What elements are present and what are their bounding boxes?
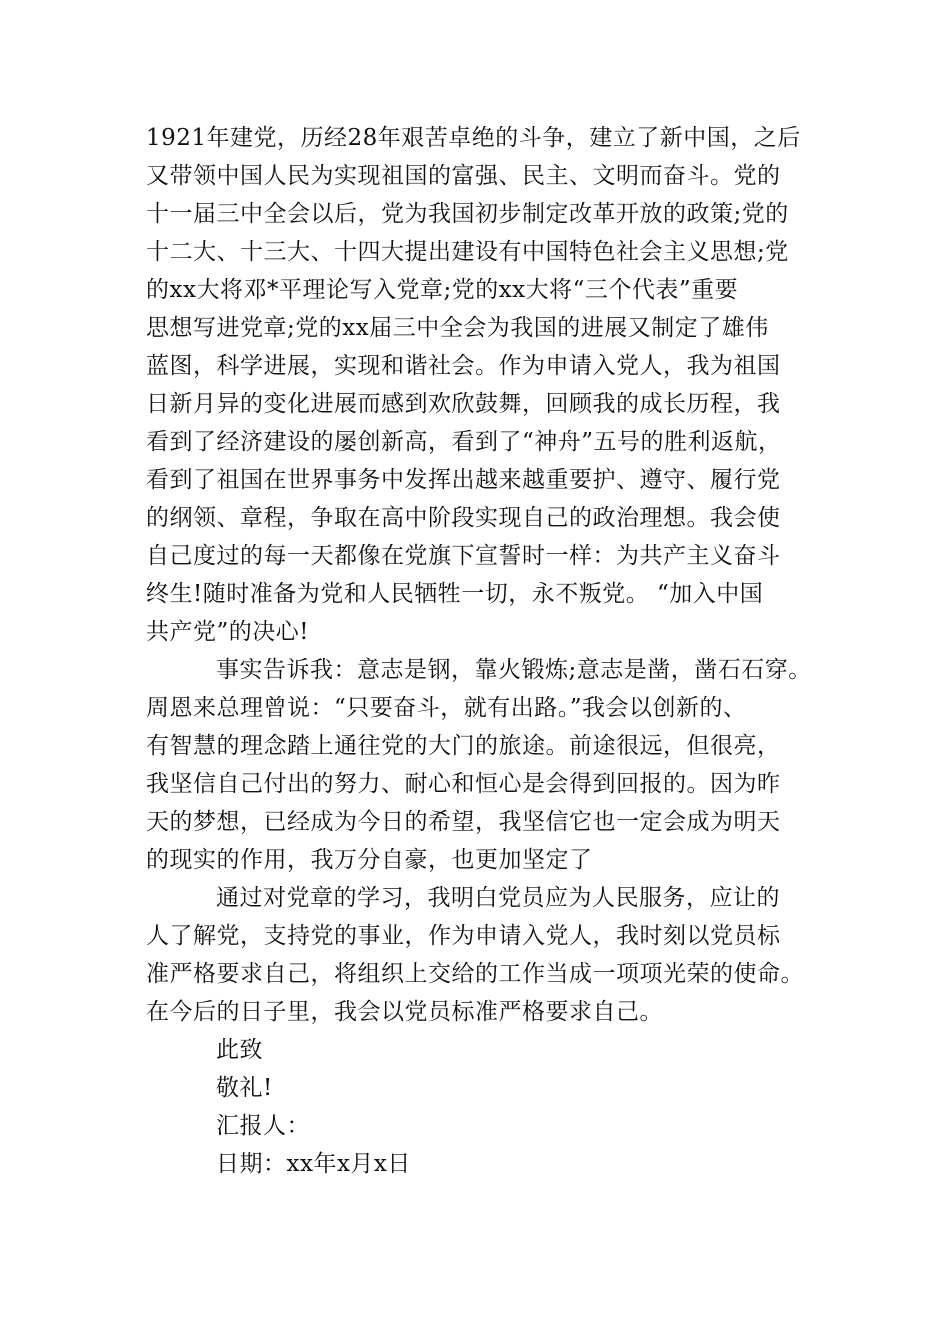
reporter-label: 汇报人： [216,1113,310,1139]
text-line: 终生!随时准备为党和人民牺牲一切，永不叛党。 “加入中国 [146,581,764,607]
text-line: 在今后的日子里，我会以党员标准严格要求自己。 [146,999,663,1025]
text-line: 十一届三中全会以后，党为我国初步制定改革开放的政策;党的 [146,201,789,227]
text-line: 通过对党章的学习，我明白党员应为人民服务，应让的 [216,885,780,911]
text-line: 又带领中国人民为实现祖国的富强、民主、文明而奋斗。党的 [146,163,781,189]
text-line: 看到了经济建设的屡创新高，看到了“神舟”五号的胜利返航， [146,429,782,455]
text-line: 事实告诉我：意志是钢，靠火锻炼;意志是凿，凿石石穿。 [216,657,812,683]
text-line: 的现实的作用，我万分自豪，也更加坚定了 [146,847,593,873]
text-line: 人了解党，支持党的事业，作为申请入党人，我时刻以党员标 [146,923,781,949]
closing-regards: 敬礼! [216,1075,273,1101]
text-line: 日新月异的变化进展而感到欢欣鼓舞，回顾我的成长历程，我 [146,391,781,417]
text-line: 周恩来总理曾说：“只要奋斗，就有出路。”我会以创新的、 [146,695,747,721]
date-label: 日期：xx年x月x日 [216,1151,411,1177]
text-line: 思想写进党章;党的xx届三中全会为我国的进展又制定了雄伟 [146,315,769,341]
text-line: 共产党”的决心! [146,619,310,645]
text-line: 的xx大将邓*平理论写入党章;党的xx大将“三个代表”重要 [146,277,739,303]
text-line: 准严格要求自己，将组织上交给的工作当成一项项光荣的使命。 [146,961,804,987]
text-line: 1921年建党，历经28年艰苦卓绝的斗争，建立了新中国，之后 [146,125,801,151]
text-line: 的纲领、章程，争取在高中阶段实现自己的政治理想。我会使 [146,505,781,531]
closing-salutation: 此致 [216,1037,263,1063]
text-line: 看到了祖国在世界事务中发挥出越来越重要护、遵守、履行党 [146,467,781,493]
text-line: 有智慧的理念踏上通往党的大门的旅途。前途很远，但很亮， [146,733,781,759]
text-line: 十二大、十三大、十四大提出建设有中国特色社会主义思想;党 [146,239,789,265]
text-line: 天的梦想，已经成为今日的希望，我坚信它也一定会成为明天 [146,809,781,835]
text-line: 我坚信自己付出的努力、耐心和恒心是会得到回报的。因为昨 [146,771,781,797]
text-line: 自己度过的每一天都像在党旗下宣誓时一样：为共产主义奋斗 [146,543,781,569]
text-line: 蓝图，科学进展，实现和谐社会。作为申请入党人，我为祖国 [146,353,781,379]
